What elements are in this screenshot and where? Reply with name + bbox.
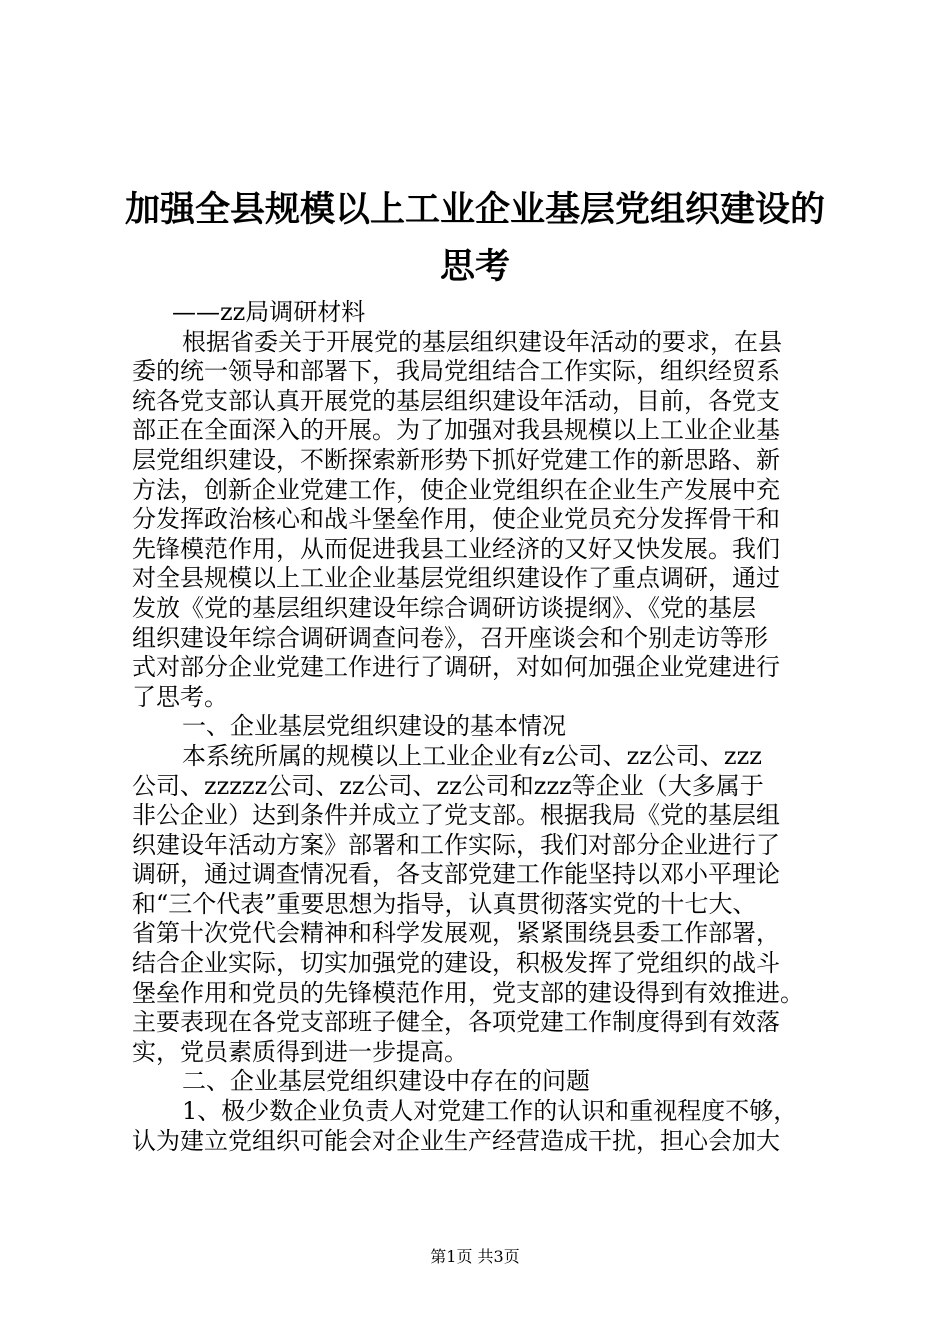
paragraph-line: 非公企业）达到条件并成立了党支部。根据我局《党的基层组 <box>132 801 780 830</box>
paragraph-line: 省第十次党代会精神和科学发展观，紧紧围绕县委工作部署， <box>132 919 780 948</box>
paragraph-line: 委的统一领导和部署下，我局党组结合工作实际，组织经贸系 <box>132 357 780 386</box>
paragraph-line: 部正在全面深入的开展。为了加强对我县规模以上工业企业基 <box>132 416 780 445</box>
section-heading: 一、企业基层党组织建设的基本情况 <box>182 712 566 741</box>
paragraph-line: 认为建立党组织可能会对企业生产经营造成干扰，担心会加大 <box>132 1126 780 1155</box>
document-title-line-2: 思考 <box>439 246 510 287</box>
paragraph-line: 式对部分企业党建工作进行了调研，对如何加强企业党建进行 <box>132 653 780 682</box>
paragraph-line: 发放《党的基层组织建设年综合调研访谈提纲》、《党的基层 <box>132 593 756 622</box>
paragraph-line: 公司、zzzzz公司、zz公司、zz公司和zzz等企业（大多属于 <box>132 771 764 800</box>
paragraph-line: 织建设年活动方案》部署和工作实际，我们对部分企业进行了 <box>132 830 780 859</box>
paragraph-line: 结合企业实际，切实加强党的建设，积极发挥了党组织的战斗 <box>132 949 780 978</box>
paragraph-line: 方法，创新企业党建工作，使企业党组织在企业生产发展中充 <box>132 475 780 504</box>
paragraph-line: 和“三个代表”重要思想为指导，认真贯彻落实党的十七大、 <box>132 889 757 918</box>
paragraph-line: 了思考。 <box>132 682 228 711</box>
paragraph-line: 统各党支部认真开展党的基层组织建设年活动，目前，各党支 <box>132 386 780 415</box>
paragraph-line: 分发挥政治核心和战斗堡垒作用，使企业党员充分发挥骨干和 <box>132 505 780 534</box>
paragraph-line: 堡垒作用和党员的先锋模范作用，党支部的建设得到有效推进。 <box>132 978 804 1007</box>
paragraph-line: 1、极少数企业负责人对党建工作的认识和重视程度不够， <box>182 1097 798 1126</box>
paragraph-line: 实，党员素质得到进一步提高。 <box>132 1037 468 1066</box>
paragraph-line: 主要表现在各党支部班子健全，各项党建工作制度得到有效落 <box>132 1008 780 1037</box>
paragraph-line: 本系统所属的规模以上工业企业有z公司、zz公司、zzz <box>182 741 762 770</box>
document-title-line-1: 加强全县规模以上工业企业基层党组织建设的 <box>124 189 825 230</box>
section-heading: 二、企业基层党组织建设中存在的问题 <box>182 1067 590 1096</box>
document-subtitle: ——zz局调研材料 <box>172 298 366 326</box>
paragraph-line: 组织建设年综合调研调查问卷》，召开座谈会和个别走访等形 <box>132 623 768 652</box>
paragraph-line: 对全县规模以上工业企业基层党组织建设作了重点调研，通过 <box>132 564 780 593</box>
document-body <box>132 298 832 1156</box>
paragraph-line: 调研，通过调查情况看，各支部党建工作能坚持以邓小平理论 <box>132 860 780 889</box>
page-footer: 第1页 共3页 <box>430 1247 520 1266</box>
paragraph-line: 根据省委关于开展党的基层组织建设年活动的要求，在县 <box>182 327 782 356</box>
paragraph-line: 层党组织建设，不断探索新形势下抓好党建工作的新思路、新 <box>132 445 780 474</box>
paragraph-line: 先锋模范作用，从而促进我县工业经济的又好又快发展。我们 <box>132 534 780 563</box>
